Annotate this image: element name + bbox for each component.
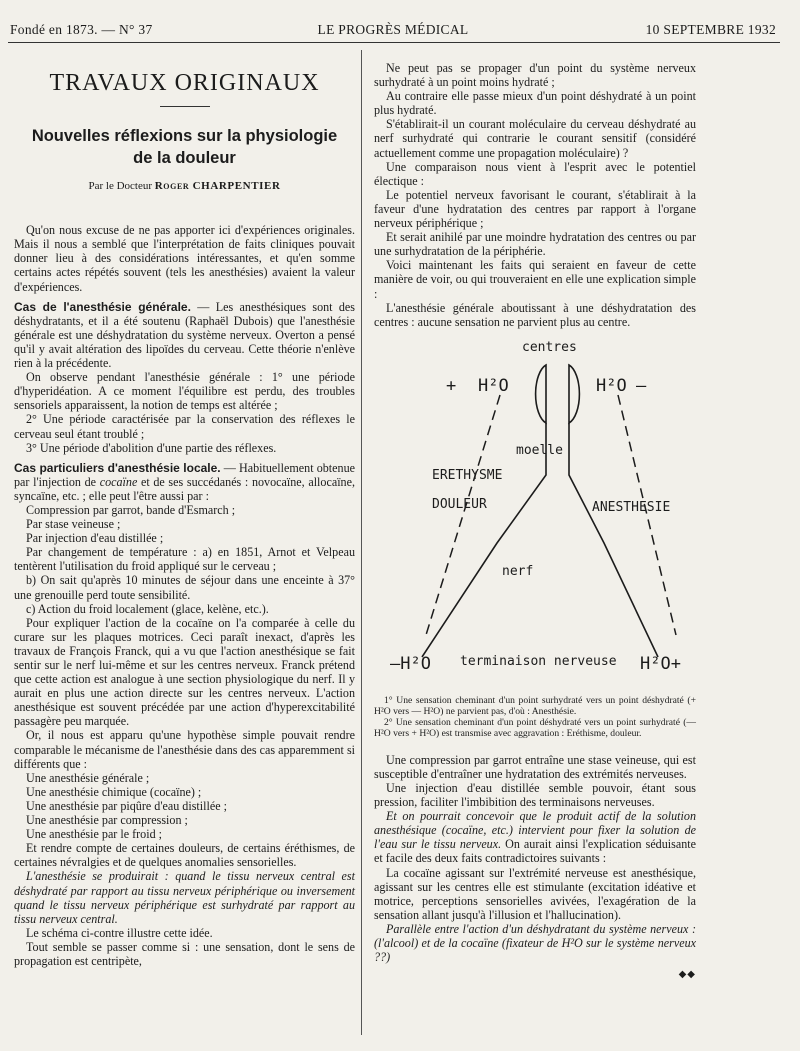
list-item: Compression par garrot, bande d'Esmarch ; (26, 502, 236, 517)
article-title (14, 125, 355, 169)
right-paragraph: Une injection d'eau distillée semble pouvoir, étant sous pression, faciliter l'imbibition des terminaisons nerveuses. (374, 780, 696, 810)
general-anesthesia-text: — Les anesthésiques sont des déshydratants, et il a été soutenu (Raphaël Dubois) que l'anesthésie générale est une déshydratation du système nerveux. Overton a pensé qu'il y avait altération des lipoïdes du cerveau. Cette théorie n'enlève rien à la précédente. (14, 299, 356, 371)
right-paragraph: Le potentiel nerveux favorisant le courant, s'établirait à la faveur d'une hydratation des centres par rapport à l'organe nerveux périphérique ; (374, 187, 696, 231)
local-anesthesia-paragraph (14, 461, 355, 503)
list-item: Une anesthésie par le froid ; (26, 827, 163, 842)
douleur-label: DOULEUR (432, 496, 487, 512)
left-column (14, 60, 355, 968)
bottom-left-label: —H²O (390, 653, 431, 674)
left-dashed-line (426, 395, 503, 635)
cocaine-hypothesis-italic: Et on pourrait concevoir que le produit actif de la solution anesthésique (cocaïne, etc.) intervient pour fixer la solution de l'eau sur le tissu nerveux. (374, 809, 696, 852)
right-paragraph: Une comparaison nous vient à l'esprit avec le potentiel électique : (374, 159, 696, 188)
cocaine-word: cocaïne (99, 474, 138, 489)
general-anesthesia-heading: Cas de l'anesthésie générale. (14, 299, 191, 314)
period-2-paragraph: 2° Une période caractérisée par la conservation des réflexes le cerveau seul étant troublé ; (14, 412, 355, 441)
list-item: Une anesthésie générale ; (26, 770, 150, 785)
cord-right-outline (569, 423, 658, 657)
right-paragraph: Une compression par garrot entraîne une stase veineuse, qui est susceptible d'entraîner une hydratation des extrémités nerveuses. (374, 752, 696, 781)
right-paragraph: Ne peut pas se propager d'un point du système nerveux surhydraté à un point moins hydraté ; (374, 61, 696, 90)
left-center-half (536, 365, 546, 423)
parallel-paragraph: Parallèle entre l'action d'un déshydratant du système nerveux : (l'alcool) et de la cocaïne (fixateur de H²O sur le système nerveux ??) (374, 921, 696, 965)
general-anesthesia-paragraph (14, 300, 355, 370)
founded-issue: Fondé en 1873. — N° 37 (10, 22, 153, 37)
local-anesthesia-text-b: et de ses succédanés : novocaïne, allocaïne, syncaïne, etc. ; elle peut l'être aussi par : (14, 474, 355, 503)
centres-label: centres (522, 339, 577, 355)
byline (14, 179, 355, 193)
list-item: Par injection d'eau distillée ; (26, 531, 164, 546)
anesthesie-label: ANESTHESIE (592, 499, 671, 515)
article-title-line1: Nouvelles réflexions sur la physiologie (31, 127, 338, 146)
right-column (374, 61, 696, 982)
intro-paragraph: Qu'on nous excuse de ne pas apporter ici d'expériences originales. Mais il nous a semblé que l'interprétation de faits cliniques pouvait donner lieu à des considérations intéressantes, et qu'en somme certains actes répétés souvent (tels les anesthésies) avaient la valeur d'expériences. (14, 223, 355, 294)
local-anesthesia-heading: Cas particuliers d'anesthésie locale. (14, 460, 221, 475)
article-title-line2: de la douleur (133, 149, 236, 168)
curare-paragraph: Pour expliquer l'action de la cocaïne on l'a comparée à celle du curare sur les plaques motrices. Ceci paraît inexact, d'après les travaux de François Franck, qui a vu que l'action anesthésique se fait sentir sur le nerf lui-même et sur les centres nerveux. Franck prétend que cette action est analogue à une section physiologique du nerf. Il y aurait en plus une action directe sur les centres nerveux. L'action anesthésique est souvent précédée par une action d'hyperexcitabilité passagère peu marquée. (14, 615, 355, 729)
author-name: Roger CHARPENTIER (154, 180, 281, 193)
header-rule (8, 42, 780, 43)
erethysme-label: ERETHYSME (432, 467, 503, 483)
minus-right-label: — (636, 375, 647, 396)
bottom-right-label: H²O+ (640, 653, 681, 674)
caption-line-2: 2° Une sensation cheminant d'un point déshydraté vers un point surhydraté (— H²O vers + H²O) est transmise avec aggravation : Eréthisme, douleur. (374, 716, 696, 739)
byline-prefix: Par le Docteur (88, 180, 153, 193)
page-header (10, 22, 776, 42)
h2o-left-label: H²O (478, 375, 509, 396)
moelle-label: moelle (516, 442, 563, 458)
issue-date: 10 SEPTEMBRE 1932 (645, 22, 776, 37)
italic-hypothesis-paragraph: L'anesthésie se produirait : quand le tissu nerveux central est déshydraté par rapport au tissu nerveux périphérique ou inversement quand le tissu nerveux périphérique est surhydraté par rapport au tissu nerveux central. (14, 869, 355, 926)
cocaine-hypothesis-tail: On aurait ainsi l'explication séduisante et facile des deux faits contradictoires suivants : (374, 837, 696, 866)
nerf-label: nerf (502, 563, 534, 579)
hypothesis-paragraph: Or, il nous est apparu qu'une hypothèse simple pouvait rendre comparable le mécanisme de l'anesthésie dans des cas apparemment si différents que : (14, 728, 356, 771)
observe-paragraph: On observe pendant l'anesthésie générale : 1° une période d'hyperidéation. A ce moment l'équilibre est perdu, des troubles sensoriels apparaissent, la notion de temps est altérée ; (14, 370, 355, 413)
list-item: Par changement de température : a) en 1851, Arnot et Velpeau tentèrent l'utilisation du froid appliqué sur le cerveau ; (14, 545, 355, 574)
end-ornament: ◆◆ (678, 969, 696, 981)
schema-paragraph: Le schéma ci-contre illustre cette idée. (26, 925, 213, 940)
section-title: TRAVAUX ORIGINAUX (49, 70, 320, 96)
right-paragraph: S'établirait-il un courant moléculaire du cerveau déshydraté au nerf surhydraté qui contrarie le courant sensitif (considéré actuellement comme une propagation moléculaire) ? (374, 117, 696, 160)
column-separator (361, 50, 362, 1035)
final-paragraph: Tout semble se passer comme si : une sensation, dont le sens de propagation est centripète, (14, 939, 355, 968)
cocaine-paragraph: La cocaïne agissant sur l'extrémité nerveuse est anesthésique, agissant sur les centres elle est stimulante (excitation idéative et motrice, perceptions sensorielles avivées, l'exagération de la sensation allant jusqu'à l'illusion et l'hallucination). (374, 865, 696, 922)
list-item: Par stase veineuse ; (26, 517, 121, 532)
diagram-caption (374, 695, 696, 739)
cord-left-outline (422, 423, 546, 657)
list-item: c) Action du froid localement (glace, kelène, etc.). (26, 601, 269, 616)
right-paragraph: Et serait anihilé par une moindre hydratation des centres ou par une surhydratation de la périphérie. (374, 230, 696, 259)
right-center-half (569, 365, 579, 423)
terminaison-label: terminaison nerveuse (460, 653, 617, 669)
period-3-paragraph: 3° Une période d'abolition d'une partie des réflexes. (26, 440, 277, 455)
list-item: b) On sait qu'après 10 minutes de séjour dans une enceinte à 37° une grenouille perd toute sensibilité. (14, 573, 355, 602)
caption-line-1: 1° Une sensation cheminant d'un point surhydraté vers un point déshydraté (+ H²O vers — H²O) ne parvient pas, d'où : Anesthésie. (374, 694, 696, 717)
list-item: Une anesthésie par compression ; (26, 813, 188, 828)
local-anesthesia-text-a: — Habituellement obtenue par l'injection de (14, 460, 355, 489)
right-paragraph: Au contraire elle passe mieux d'un point déshydraté à un point plus hydraté. (374, 89, 696, 118)
cocaine-hypothesis-paragraph (374, 809, 696, 865)
right-paragraph: Voici maintenant les faits qui seraient en faveur de cette manière de voir, ou qui trouveraient en elle une explication simple : (374, 258, 696, 301)
list-item: Une anesthésie chimique (cocaïne) ; (26, 784, 202, 799)
list-item: Une anesthésie par piqûre d'eau distillée ; (26, 798, 227, 813)
h2o-right-label: H²O (596, 375, 627, 396)
plus-left-label: + (446, 375, 457, 396)
nerve-hydration-diagram (374, 335, 696, 695)
journal-title: LE PROGRÈS MÉDICAL (317, 22, 469, 37)
render-paragraph: Et rendre compte de certaines douleurs, de certains éréthismes, de certaines névralgies et de quelques anomalies sensorielles. (14, 841, 355, 870)
right-paragraph: L'anesthésie générale aboutissant à une déshydratation des centres : aucune sensation ne parvient plus au centre. (374, 300, 696, 329)
title-rule (160, 106, 210, 107)
